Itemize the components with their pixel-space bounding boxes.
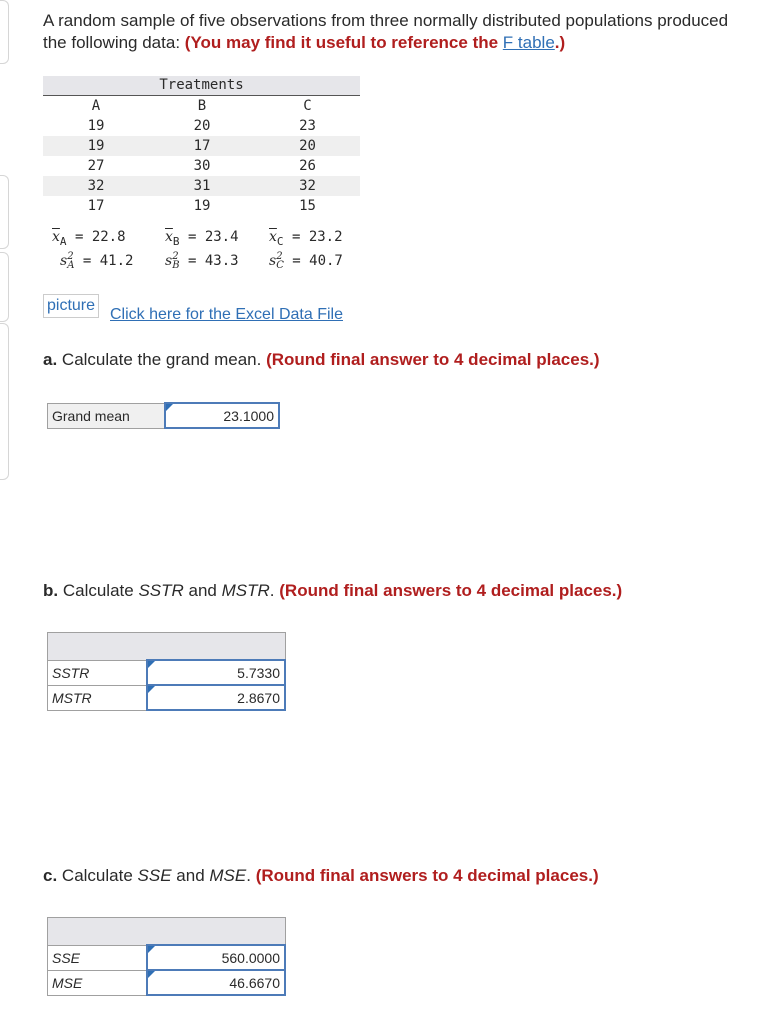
column-header: B xyxy=(197,98,207,114)
edge-tab xyxy=(0,252,9,322)
edge-tab xyxy=(0,0,9,64)
treatments-table xyxy=(43,76,360,216)
table-row xyxy=(43,156,360,176)
mse-input[interactable]: 46.6670 xyxy=(147,970,285,995)
table-header xyxy=(48,633,286,661)
variance-c: s2 C = 40.7 xyxy=(269,251,343,271)
table-cell: 19 xyxy=(87,138,105,154)
intro-hint: (You may find it useful to reference the F table.) xyxy=(184,33,566,52)
intro-text: A random sample of five observations from three normally distributed populations produced the following data: xyxy=(43,11,729,52)
table-row xyxy=(43,136,360,156)
part-c-question: c. Calculate SSE and MSE. (Round final answers to 4 decimal places.) xyxy=(43,866,599,885)
column-header: A xyxy=(91,98,101,114)
table-cell: 32 xyxy=(299,178,316,194)
mstr-label: MSTR xyxy=(48,685,148,710)
table-cell: 23 xyxy=(299,118,316,134)
edge-tab xyxy=(0,175,9,249)
mean-c: $\overline{x}_C = 23.2$ xyxy=(269,229,343,248)
table-cell: 17 xyxy=(193,138,211,154)
variance-b: s2 B = 43.3 xyxy=(165,251,239,271)
sstr-label: SSTR xyxy=(48,660,148,685)
treatments-title: Treatments xyxy=(43,76,360,96)
question-intro xyxy=(43,10,743,54)
table-cell: 20 xyxy=(193,118,211,134)
column-header: C xyxy=(303,98,312,114)
sstr-input[interactable]: 5.7330 xyxy=(147,660,285,685)
f-table-link[interactable]: F table xyxy=(502,33,555,52)
sse-label: SSE xyxy=(48,945,148,970)
mstr-input[interactable]: 2.8670 xyxy=(147,685,285,710)
table-cell: 26 xyxy=(299,158,316,174)
sstr-mstr-table xyxy=(47,632,286,711)
table-cell: 20 xyxy=(299,138,316,154)
variance-a: s2 A = 41.2 xyxy=(60,251,134,271)
part-b-question: b. Calculate SSTR and MSTR. (Round final answers to 4 decimal places.) xyxy=(43,581,623,600)
table-row xyxy=(43,196,360,216)
grand-mean-label: Grand mean xyxy=(48,403,166,428)
edge-tab xyxy=(0,323,9,480)
mean-a: $\overline{x}_A = 22.8$ xyxy=(52,229,126,248)
table-row xyxy=(43,176,360,196)
table-cell: 30 xyxy=(193,158,211,174)
table-cell: 17 xyxy=(87,198,105,214)
part-a-question: a. Calculate the grand mean. (Round final answer to 4 decimal places.) xyxy=(43,350,600,369)
grand-mean-table xyxy=(47,402,280,429)
mean-b: $\overline{x}_B = 23.4$ xyxy=(165,229,239,248)
grand-mean-input[interactable]: 23.1000 xyxy=(165,403,279,428)
table-cell: 32 xyxy=(87,178,105,194)
table-row xyxy=(43,116,360,136)
picture-placeholder: picture xyxy=(43,294,99,318)
table-cell: 27 xyxy=(87,158,105,174)
sse-input[interactable]: 560.0000 xyxy=(147,945,285,970)
table-cell: 31 xyxy=(193,178,211,194)
table-header xyxy=(48,918,286,946)
table-header-row xyxy=(43,96,360,116)
mse-label: MSE xyxy=(48,970,148,995)
table-cell: 15 xyxy=(299,198,316,214)
excel-data-link[interactable]: Click here for the Excel Data File xyxy=(110,306,343,323)
table-cell: 19 xyxy=(193,198,211,214)
table-cell: 19 xyxy=(87,118,105,134)
sse-mse-table xyxy=(47,917,286,996)
